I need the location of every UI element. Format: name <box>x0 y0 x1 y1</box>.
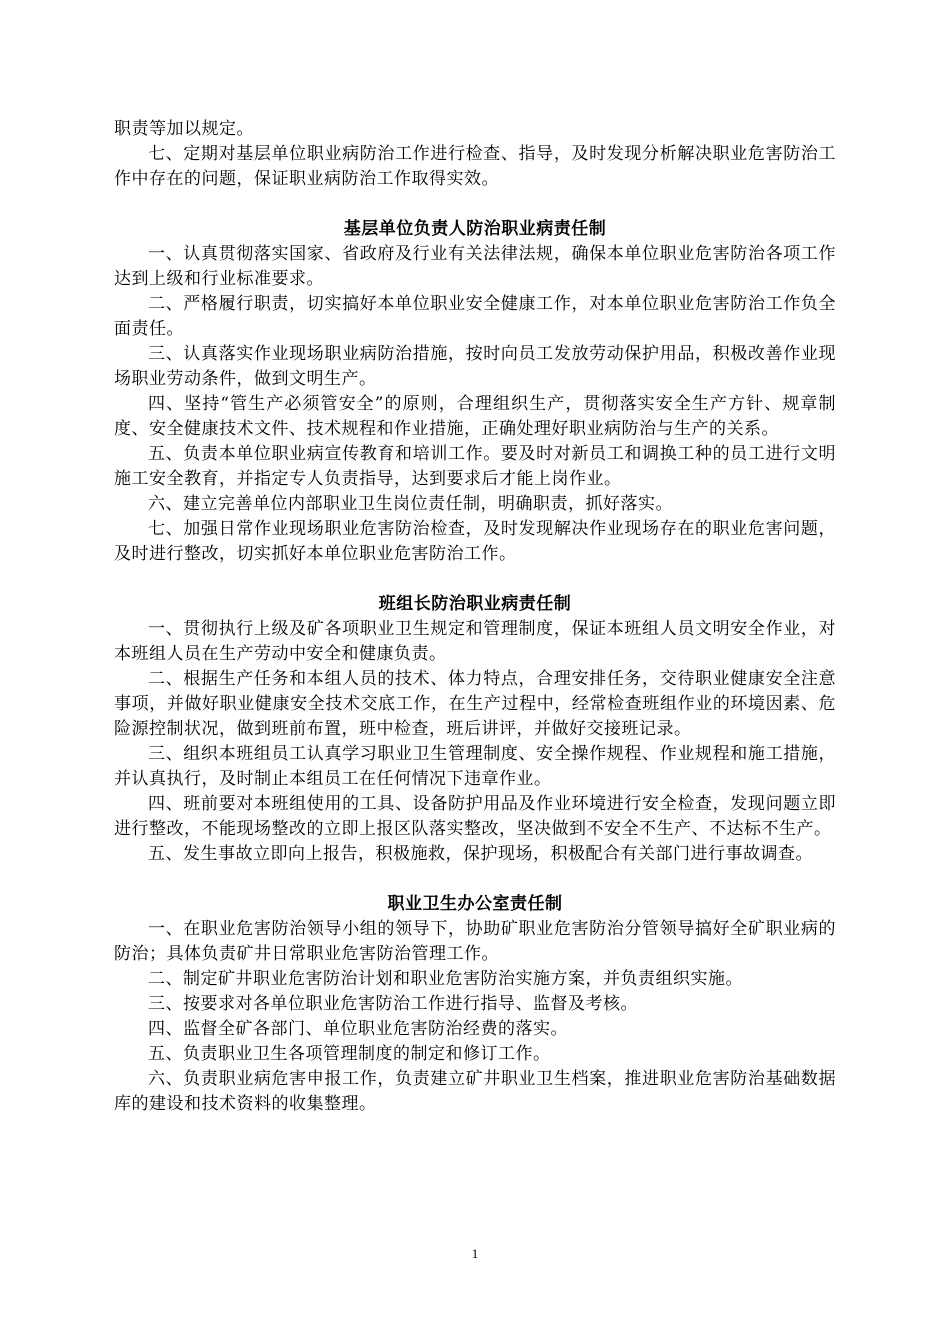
paragraph: 一、认真贯彻落实国家、省政府及行业有关法律法规，确保本单位职业危害防治各项工作达到上级和行业标准要求。 <box>114 244 836 289</box>
paragraph: 六、负责职业病危害申报工作，负责建立矿井职业卫生档案，推进职业危害防治基础数据库的建设和技术资料的收集整理。 <box>114 1069 836 1114</box>
paragraph: 五、负责职业卫生各项管理制度的制定和修订工作。 <box>148 1044 551 1064</box>
section-title: 基层单位负责人防治职业病责任制 <box>343 219 607 239</box>
section-title: 班组长防治职业病责任制 <box>378 594 572 614</box>
paragraph: 一、在职业危害防治领导小组的领导下，协助矿职业危害防治分管领导搞好全矿职业病的防治；具体负责矿井日常职业危害防治管理工作。 <box>114 919 836 964</box>
section-occupational-health-office <box>114 892 836 1117</box>
paragraph: 七、定期对基层单位职业病防治工作进行检查、指导，及时发现分析解决职业危害防治工作中存在的问题，保证职业病防治工作取得实效。 <box>114 144 836 189</box>
paragraph: 四、坚持“管生产必须管安全”的原则，合理组织生产，贯彻落实安全生产方针、规章制度、安全健康技术文件、技术规程和作业措施，正确处理好职业病防治与生产的关系。 <box>114 394 836 439</box>
paragraph: 一、贯彻执行上级及矿各项职业卫生规定和管理制度，保证本班组人员文明安全作业，对本班组人员在生产劳动中安全和健康负责。 <box>114 619 836 664</box>
page-number: 1 <box>471 1246 479 1261</box>
paragraph: 五、发生事故立即向上报告，积极施救，保护现场，积极配合有关部门进行事故调查。 <box>148 844 813 864</box>
paragraph: 五、负责本单位职业病宣传教育和培训工作。要及时对新员工和调换工种的员工进行文明施工安全教育，并指定专人负责指导，达到要求后才能上岗作业。 <box>114 444 836 489</box>
paragraph: 四、监督全矿各部门、单位职业危害防治经费的落实。 <box>148 1019 568 1039</box>
paragraph: 七、加强日常作业现场职业危害防治检查，及时发现解决作业现场存在的职业危害问题，及时进行整改，切实抓好本单位职业危害防治工作。 <box>114 519 836 564</box>
section-title: 职业卫生办公室责任制 <box>387 894 563 914</box>
paragraph: 二、严格履行职责，切实搞好本单位职业安全健康工作，对本单位职业危害防治工作负全面责任。 <box>114 294 836 339</box>
paragraph: 三、认真落实作业现场职业病防治措施，按时向员工发放劳动保护用品，积极改善作业现场职业劳动条件，做到文明生产。 <box>114 344 836 389</box>
paragraph: 二、根据生产任务和本组人员的技术、体力特点，合理安排任务，交待职业健康安全注意事项，并做好职业健康安全技术交底工作，在生产过程中，经常检查班组作业的环境因素、危险源控制状况，做到班前布置，班中检查，班后讲评，并做好交接班记录。 <box>114 669 836 739</box>
preceding-section-tail <box>114 117 836 192</box>
paragraph: 二、制定矿井职业危害防治计划和职业危害防治实施方案，并负责组织实施。 <box>148 969 743 989</box>
paragraph: 四、班前要对本班组使用的工具、设备防护用品及作业环境进行安全检查，发现问题立即进行整改，不能现场整改的立即上报区队落实整改，坚决做到不安全不生产、不达标不生产。 <box>114 794 836 839</box>
section-unit-leader-responsibility <box>114 217 836 567</box>
paragraph: 三、组织本班组员工认真学习职业卫生管理制度、安全操作规程、作业规程和施工措施，并认真执行，及时制止本组员工在任何情况下违章作业。 <box>114 744 836 789</box>
section-team-leader-responsibility <box>114 592 836 867</box>
continuation-text: 职责等加以规定。 <box>114 119 254 139</box>
paragraph: 三、按要求对各单位职业危害防治工作进行指导、监督及考核。 <box>148 994 638 1014</box>
document-body <box>114 117 836 1117</box>
paragraph: 六、建立完善单位内部职业卫生岗位责任制，明确职责，抓好落实。 <box>148 494 673 514</box>
